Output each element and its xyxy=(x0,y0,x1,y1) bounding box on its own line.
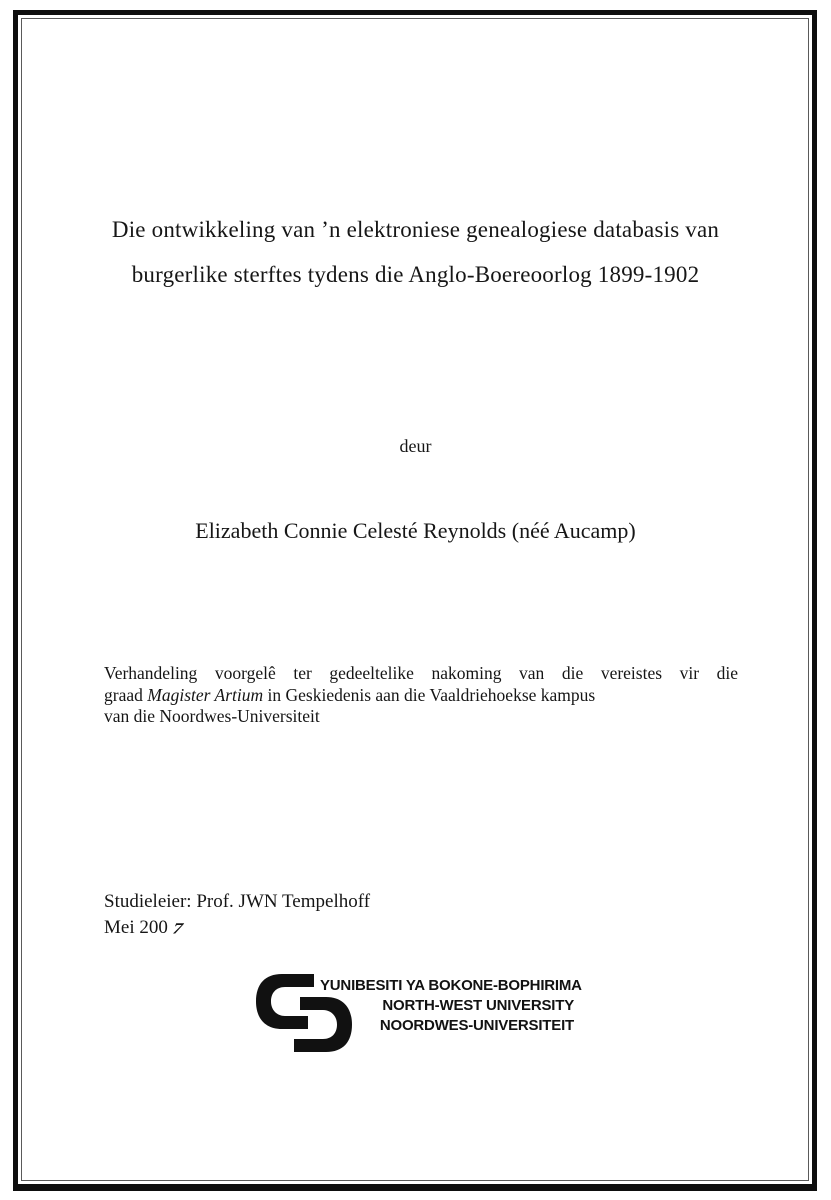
university-logo-text xyxy=(320,976,582,1036)
degree-name-italic: Magister Artium xyxy=(147,684,264,705)
thesis-title-line-2: burgerlike sterftes tydens die Anglo-Boereoorlog 1899-1902 xyxy=(131,262,700,287)
supervisor-line: Studieleier: Prof. JWN Tempelhoff xyxy=(104,891,371,912)
byline-word: deur xyxy=(399,436,432,456)
date-line xyxy=(104,915,186,941)
degree-statement-line-2-pre: graad xyxy=(104,684,148,705)
thesis-title xyxy=(40,207,791,297)
date-final-digit: 7 xyxy=(169,920,186,938)
degree-statement xyxy=(104,663,738,728)
degree-statement-line-2 xyxy=(104,685,738,707)
university-logo xyxy=(256,972,582,1054)
author-name: Elizabeth Connie Celesté Reynolds (néé Aucamp) xyxy=(195,518,636,543)
degree-statement-line-3: van die Noordwes-Universiteit xyxy=(104,706,320,726)
date-prefix: Mei 200 xyxy=(104,917,168,938)
thesis-title-line-1: Die ontwikkeling van ’n elektroniese genealogiese databasis van xyxy=(111,217,720,242)
university-logo-line-1: YUNIBESITI YA BOKONE-BOPHIRIMA xyxy=(320,977,582,994)
university-logo-line-2: NORTH-WEST UNIVERSITY xyxy=(382,997,574,1014)
degree-statement-line-1: Verhandeling voorgelê ter gedeeltelike nakoming van die vereistes vir die xyxy=(104,663,738,683)
university-logo-line-3: NOORDWES-UNIVERSITEIT xyxy=(379,1017,574,1034)
degree-statement-line-2-post: in Geskiedenis aan die Vaaldriehoekse kampus xyxy=(263,684,596,705)
